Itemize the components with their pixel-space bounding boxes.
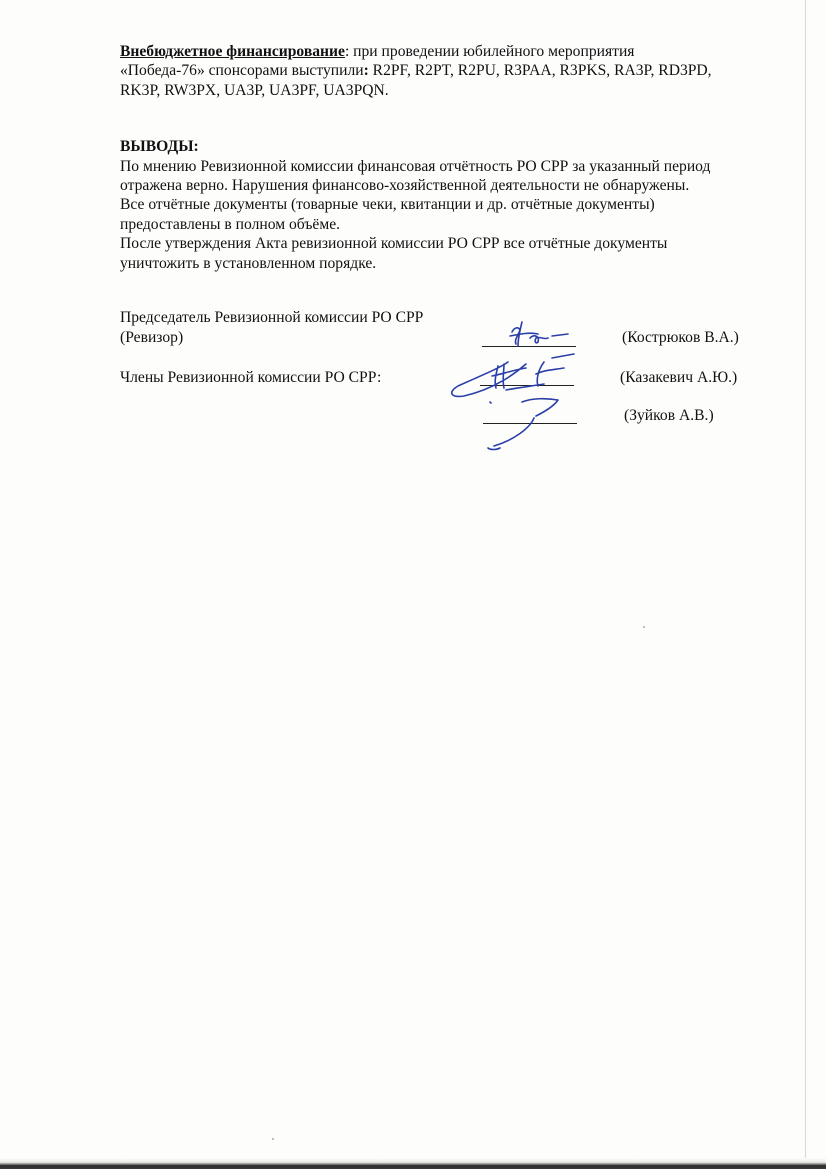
funding-line-3: RK3P, RW3PX, UA3P, UA3PF, UA3PQN. xyxy=(120,81,389,99)
funding-line-1 xyxy=(120,42,770,61)
scan-speck xyxy=(643,626,645,628)
funding-line-2-a: «Победа-76» спонсорами выступили xyxy=(120,62,364,80)
member2-signature xyxy=(488,399,558,450)
member1-signature xyxy=(452,354,574,396)
members-label: Члены Ревизионной комиссии РО СРР: xyxy=(120,369,382,386)
handwritten-signatures xyxy=(440,318,600,463)
funding-label: Внебюджетное финансирование xyxy=(120,43,345,60)
conclusions-line: По мнению Ревизионной комиссии финансовая отчётность РО СРР за указанный период xyxy=(120,157,711,175)
conclusions-line: предоставлены в полном объёме. xyxy=(120,215,341,233)
conclusions-heading: ВЫВОДЫ: xyxy=(120,138,199,156)
signature-strokes xyxy=(452,322,574,450)
chair-label-2: (Ревизор) xyxy=(120,329,184,346)
conclusions-line: отражена верно. Нарушения финансово-хозяйственной деятельности не обнаружены. xyxy=(120,177,690,195)
conclusions-line: Все отчётные документы (товарные чеки, квитанции и др. отчётные документы) xyxy=(120,196,655,214)
scan-edge-right xyxy=(805,0,806,1160)
member1-name: (Казакевич А.Ю.) xyxy=(620,369,738,386)
chair-name: (Кострюков В.А.) xyxy=(622,329,739,346)
conclusions-line: После утверждения Акта ревизионной комиссии РО СРР все отчётные документы xyxy=(120,235,668,253)
funding-line-2 xyxy=(120,61,770,80)
funding-line-2-b: R2PF, R2PT, R2PU, R3PAA, R3PKS, RA3P, RD3PD, xyxy=(368,62,712,80)
scan-speck xyxy=(272,1138,274,1140)
member2-name: (Зуйков А.В.) xyxy=(624,407,714,424)
signature-dot xyxy=(490,402,491,403)
chair-label-1: Председатель Ревизионной комиссии РО СРР xyxy=(120,309,424,326)
funding-colon: : xyxy=(363,62,369,80)
chair-signature xyxy=(510,322,568,346)
body-text xyxy=(120,42,770,273)
funding-line-1-rest: : при проведении юбилейного мероприятия xyxy=(344,43,635,60)
conclusions-line: уничтожить в установленном порядке. xyxy=(120,254,377,272)
scan-edge-bottom xyxy=(0,1158,826,1169)
